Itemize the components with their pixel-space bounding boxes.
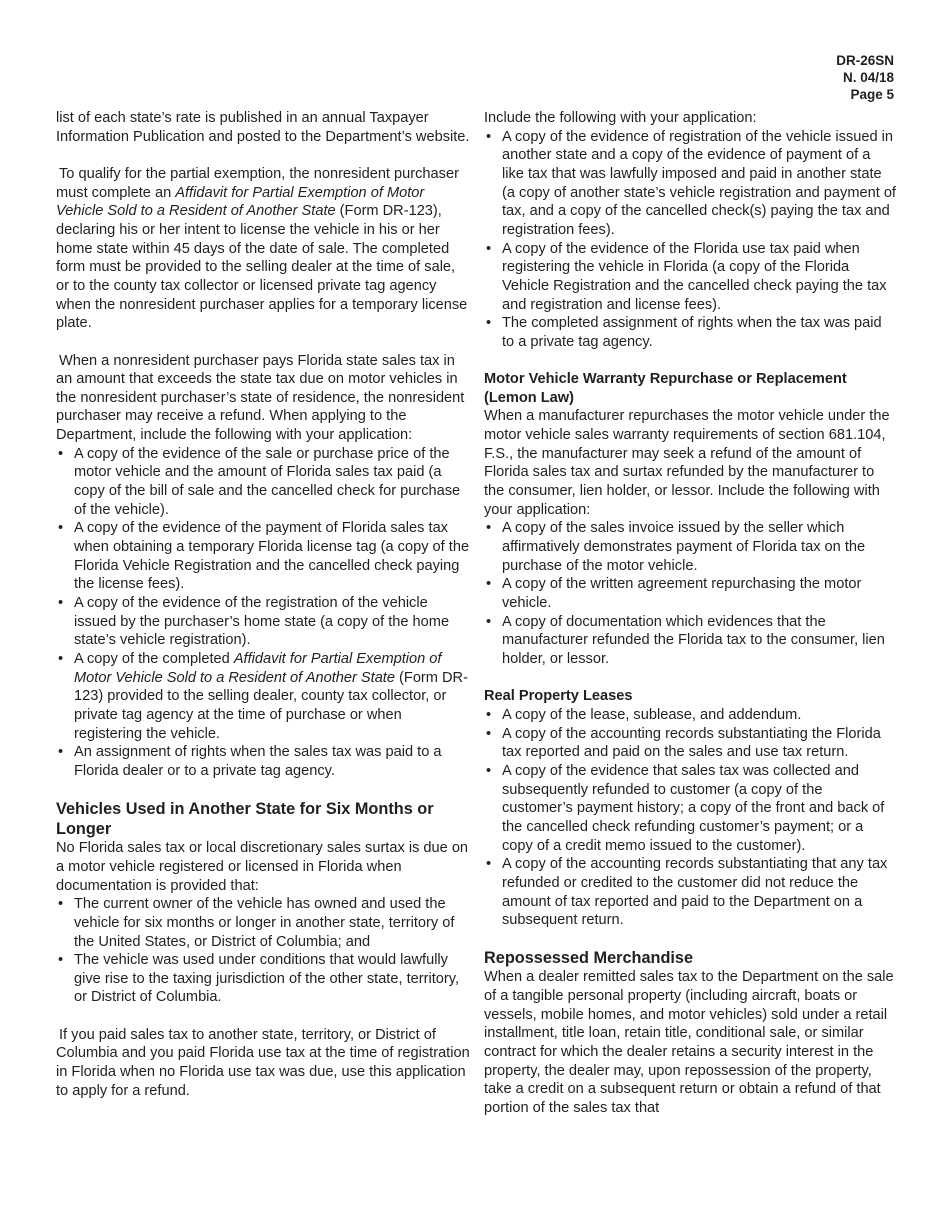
list-item: • A copy of the evidence of the Florida use tax paid when registering the vehicle in Florida (a copy of the Florida Vehicle Registration and the cancelled check paying the tax and registration and license fees). [484, 240, 896, 315]
list-item: • A copy of the evidence of the sale or purchase price of the motor vehicle and the amount of Florida sales tax paid (a copy of the bill of sale and the cancelled check for purchase of the vehicle). [56, 445, 470, 520]
leases-list [484, 706, 896, 930]
list-item: • The completed assignment of rights when the tax was paid to a private tag agency. [484, 314, 896, 351]
lemon-intro: When a manufacturer repurchases the motor vehicle under the motor vehicle sales warranty requirements of section 681.104, F.S., the manufacturer may seek a refund of the amount of Florida sales tax and surtax refunded by the manufacturer to the consumer, lien holder, or lessor. Include the following with your application: [484, 408, 890, 518]
affidavit-title: Affidavit for Partial Exemption of Motor Vehicle Sold to a Resident of Another State [74, 651, 442, 686]
list-item: • A copy of the accounting records substantiating the Florida tax reported and paid on the sales and use tax return. [484, 725, 896, 762]
section-heading-leases: Real Property Leases [484, 688, 633, 705]
list-item: • The current owner of the vehicle has owned and used the vehicle for six months or longer in another state, territory of the United States, or District of Columbia; and [56, 895, 470, 951]
lemon-list [484, 519, 896, 668]
section-heading-repossessed: Repossessed Merchandise [484, 949, 694, 968]
list-item: • A copy of the accounting records substantiating that any tax refunded or credited to the customer did not reduce the amount of tax reported and paid to the Department on a subsequent return. [484, 855, 896, 930]
page-number: Page 5 [850, 87, 894, 102]
refund-list [56, 445, 470, 781]
list-item: • A copy of the written agreement repurchasing the motor vehicle. [484, 575, 896, 612]
right-column [484, 109, 896, 1118]
section-heading-lemon-law: Motor Vehicle Warranty Repurchase or Replacement (Lemon Law) [484, 371, 847, 406]
left-column [56, 109, 470, 1100]
list-item: • A copy of the completed Affidavit for Partial Exemption of Motor Vehicle Sold to a Resident of Another State (Form DR-123) provided to the selling dealer, county tax collector, or private tag agency at the time of purchase or when registering the vehicle. [56, 650, 470, 743]
list-item: • An assignment of rights when the sales tax was paid to a Florida dealer or to a private tag agency. [56, 743, 470, 780]
list-item: • A copy of documentation which evidences that the manufacturer refunded the Florida tax to the consumer, lien holder, or lessor. [484, 613, 896, 669]
refund-paragraph: When a nonresident purchaser pays Florida state sales tax in an amount that exceeds the state tax due on motor vehicles in the nonresident purchaser’s state of residence, the nonresident purchaser may receive a refund. When applying to the Department, include the following with your application: [56, 352, 465, 444]
include-list [484, 128, 896, 352]
six-months-intro: No Florida sales tax or local discretionary sales surtax is due on a motor vehicle registered or licensed in Florida when documentation is provided that: [56, 840, 469, 894]
form-revision: N. 04/18 [842, 70, 894, 85]
list-item: • A copy of the evidence that sales tax was collected and subsequently refunded to customer (a copy of the customer’s payment history; a copy of the front and back of the cancelled check refunding customer’s payment; or a copy of a credit memo issued to the customer). [484, 762, 896, 855]
list-item: • A copy of the evidence of the payment of Florida sales tax when obtaining a temporary Florida license tag (a copy of the Florida Vehicle Registration and the cancelled check paying the license fees). [56, 519, 470, 594]
form-number: DR-26SN [836, 53, 894, 68]
rate-paragraph: list of each state’s rate is published in an annual Taxpayer Information Publication and posted to the Department’s website. [56, 110, 470, 145]
list-item: • A copy of the lease, sublease, and addendum. [484, 706, 896, 725]
repossessed-paragraph: When a dealer remitted sales tax to the Department on the sale of a tangible personal property (including aircraft, boats or vessels, mobile homes, and motor vehicles) sold under a retail installment, title loan, retain title, conditional sale, or similar contract for which the dealer retains a security interest in the property, the dealer may, upon repossession of the property, take a credit on a subsequent return or obtain a refund of that portion of the sales tax that [484, 969, 894, 1117]
list-item: • A copy of the evidence of the registration of the vehicle issued by the purchaser’s home state (a copy of the home state’s vehicle registration). [56, 594, 470, 650]
list-item: • A copy of the evidence of registration of the vehicle issued in another state and a copy of the evidence of payment of a like tax that was lawfully imposed and paid in another state (a copy of another state’s vehicle registration and payment of tax, and a copy of the cancelled check(s) paying the tax and registration fees). [484, 128, 896, 240]
section-heading-six-months: Vehicles Used in Another State for Six Months or Longer [56, 800, 434, 839]
qualify-paragraph: To qualify for the partial exemption, the nonresident purchaser must complete an Affidavit for Partial Exemption of Motor Vehicle Sold to a Resident of Another State (Form DR-123), declaring his or her intent to license the vehicle in his or her home state within 45 days of the date of sale. The completed form must be provided to the selling dealer at the time of sale, or to the county tax collector or licensed private tag agency when the nonresident purchaser applies for a temporary license plate. [56, 165, 468, 332]
six-months-list [56, 895, 470, 1007]
list-item: • The vehicle was used under conditions that would lawfully give rise to the taxing jurisdiction of the other state, territory, or District of Columbia. [56, 951, 470, 1007]
paid-other-paragraph: If you paid sales tax to another state, territory, or District of Columbia and you paid Florida use tax at the time of registration in Florida when no Florida use tax was due, use this application to apply for a refund. [56, 1026, 470, 1099]
affidavit-title: Affidavit for Partial Exemption of Motor Vehicle Sold to a Resident of Another State [56, 184, 425, 220]
list-item: • A copy of the sales invoice issued by the seller which affirmatively demonstrates payment of Florida tax on the purchase of the motor vehicle. [484, 519, 896, 575]
include-intro: Include the following with your application: [484, 110, 757, 126]
form-header [836, 52, 894, 103]
